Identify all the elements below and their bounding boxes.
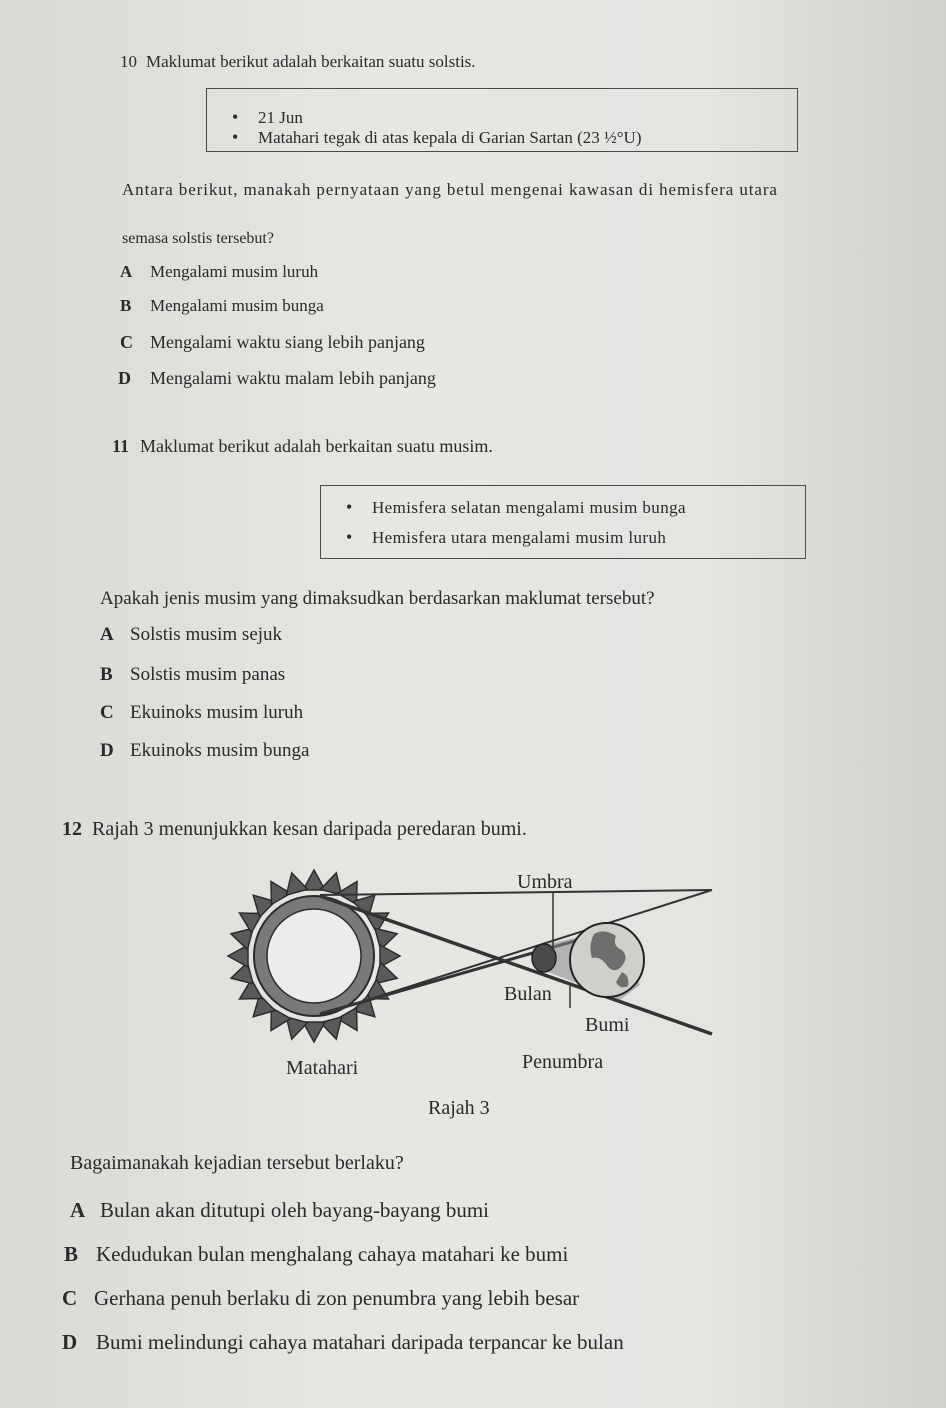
q12-question: Bagaimanakah kejadian tersebut berlaku? xyxy=(70,1152,404,1174)
q10-question-line2: semasa solstis tersebut? xyxy=(122,230,274,247)
q10-stem: Maklumat berikut adalah berkaitan suatu solstis. xyxy=(146,52,476,71)
q10-option-b[interactable]: Mengalami musim bunga xyxy=(150,296,324,315)
figure-caption: Rajah 3 xyxy=(428,1097,490,1119)
q10-number: 10 xyxy=(120,52,137,71)
q11-question: Apakah jenis musim yang dimaksudkan berdasarkan maklumat tersebut? xyxy=(100,588,655,609)
q10-option-letter[interactable]: A xyxy=(120,262,133,281)
q11-info-item: • Hemisfera utara mengalami musim luruh xyxy=(372,528,666,548)
q11-option-b[interactable]: Solstis musim panas xyxy=(130,664,286,685)
q11-option-letter[interactable]: C xyxy=(100,702,114,723)
q12-option-d[interactable]: Bumi melindungi cahaya matahari daripada terpancar ke bulan xyxy=(96,1330,624,1354)
q11-option-letter[interactable]: D xyxy=(100,740,114,761)
q12-option-letter[interactable]: A xyxy=(70,1198,86,1222)
q11-number: 11 xyxy=(112,436,130,456)
sun-label: Matahari xyxy=(286,1057,359,1079)
q10-option-letter[interactable]: B xyxy=(120,296,132,315)
q11-option-c[interactable]: Ekuinoks musim luruh xyxy=(130,702,304,723)
q10-option-a[interactable]: Mengalami musim luruh xyxy=(150,262,319,281)
penumbra-label: Penumbra xyxy=(522,1051,604,1073)
umbra-label: Umbra xyxy=(517,871,573,893)
q11-option-letter[interactable]: B xyxy=(100,664,113,685)
q12-option-letter[interactable]: B xyxy=(64,1242,79,1266)
q11-stem: Maklumat berikut adalah berkaitan suatu musim. xyxy=(140,436,493,456)
q12-option-letter[interactable]: C xyxy=(62,1286,78,1310)
q11-option-letter[interactable]: A xyxy=(100,624,114,645)
shadow-line xyxy=(320,890,712,895)
q10-info-item: • Matahari tegak di atas kepala di Garian Sartan (23 ½°U) xyxy=(258,128,642,148)
moon-label: Bulan xyxy=(504,983,552,1005)
q10-info-item: • 21 Jun xyxy=(258,108,303,128)
q10-option-letter[interactable]: D xyxy=(118,368,131,388)
q10-option-letter[interactable]: C xyxy=(120,332,133,352)
q11-option-d[interactable]: Ekuinoks musim bunga xyxy=(130,740,310,761)
q12-option-letter[interactable]: D xyxy=(62,1330,78,1354)
q11-option-a[interactable]: Solstis musim sejuk xyxy=(130,624,283,645)
q12-number: 12 xyxy=(62,818,82,840)
q10-question-line1: Antara berikut, manakah pernyataan yang betul mengenai kawasan di hemisfera utara xyxy=(122,180,778,199)
q12-stem: Rajah 3 menunjukkan kesan daripada peredaran bumi. xyxy=(92,818,527,840)
earth-label: Bumi xyxy=(585,1014,630,1036)
q11-info-item: • Hemisfera selatan mengalami musim bunga xyxy=(372,498,686,518)
q12-option-a[interactable]: Bulan akan ditutupi oleh bayang-bayang bumi xyxy=(100,1198,489,1222)
q10-option-d[interactable]: Mengalami waktu malam lebih panjang xyxy=(150,368,436,388)
q12-option-c[interactable]: Gerhana penuh berlaku di zon penumbra yang lebih besar xyxy=(94,1286,580,1310)
shadow-line xyxy=(320,896,712,1034)
q10-option-c[interactable]: Mengalami waktu siang lebih panjang xyxy=(150,332,425,352)
q12-option-b[interactable]: Kedudukan bulan menghalang cahaya matahari ke bumi xyxy=(96,1242,569,1266)
